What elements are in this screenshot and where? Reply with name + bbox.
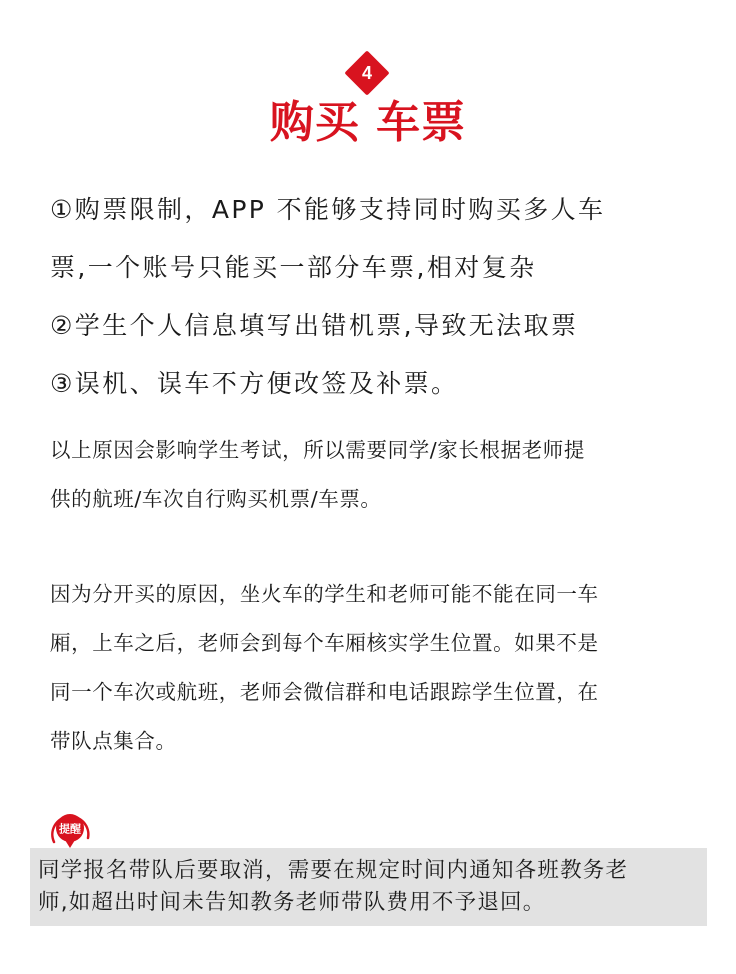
limitation-line: 票,一个账号只能买一部分车票,相对复杂 <box>50 253 537 282</box>
limitation-line: ③误机、误车不方便改签及补票。 <box>50 369 459 398</box>
paragraph-line: 带队点集合。 <box>50 729 177 753</box>
reason-paragraph <box>50 426 700 524</box>
notice-line: 师,如超出时间未告知教务老师带队费用不予退回。 <box>38 890 546 915</box>
section-title: 购买 车票 <box>269 97 467 148</box>
paragraph-line: 以上原因会影响学生考试，所以需要同学/家长根据老师提 <box>50 438 586 462</box>
paragraph-line: 供的航班/车次自行购买机票/车票。 <box>50 487 382 511</box>
reminder-badge-icon <box>44 806 96 854</box>
limitation-line: ①购票限制，APP 不能够支持同时购买多人车 <box>50 195 606 224</box>
step-number: 4 <box>361 63 372 83</box>
paragraph-line: 因为分开买的原因，坐火车的学生和老师可能不能在同一车 <box>50 582 599 606</box>
paragraph-line: 同一个车次或航班，老师会微信群和电话跟踪学生位置，在 <box>50 680 599 704</box>
reminder-icon-label: 提醒 <box>59 822 81 836</box>
notice-line: 同学报名带队后要取消，需要在规定时间内通知各班教务老 <box>38 858 629 883</box>
limitations-list <box>50 181 710 413</box>
limitation-line: ②学生个人信息填写出错机票,导致无法取票 <box>50 311 579 340</box>
seating-paragraph <box>50 570 700 766</box>
paragraph-line: 厢，上车之后，老师会到每个车厢核实学生位置。如果不是 <box>50 631 599 655</box>
reminder-notice <box>30 848 707 926</box>
